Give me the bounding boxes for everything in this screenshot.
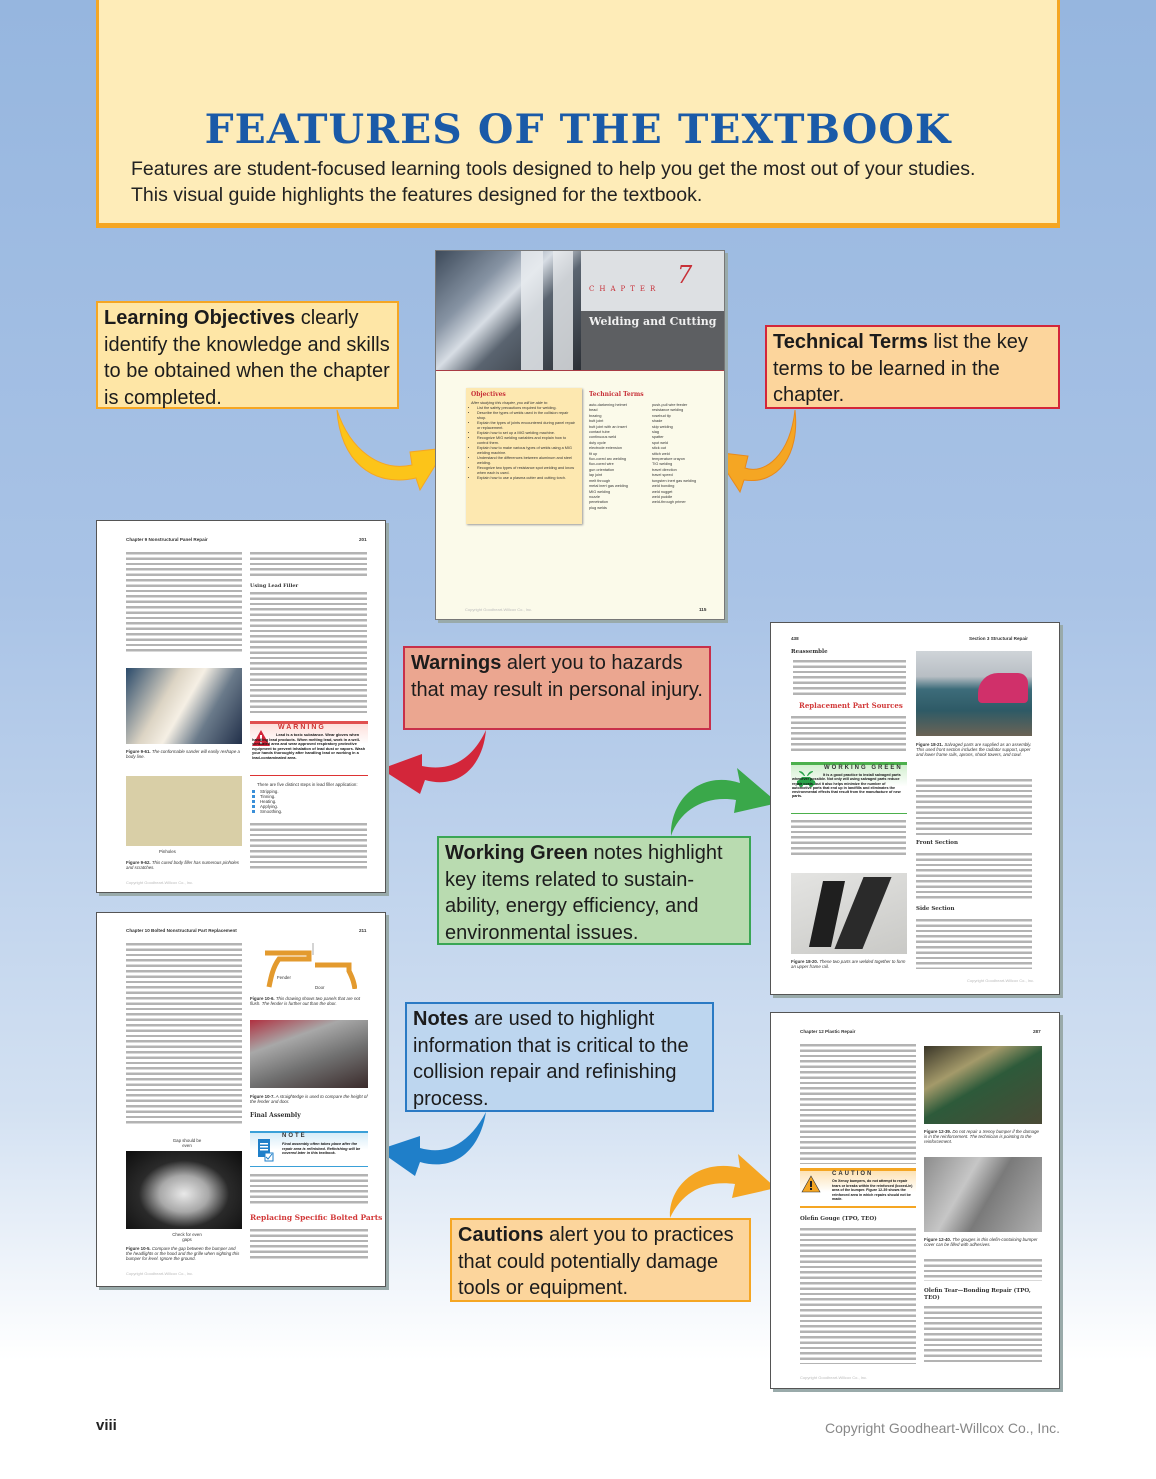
page-number: 287 [1033,1029,1041,1034]
technical-term: penetration [589,500,608,505]
technical-term: MIG welding [589,489,611,494]
figure-caption: Figure 10-5. Compare the gap between the bumper and the headlights or the hood and the grille when sighting this bumper for level. Ignore the ground. [126,1246,240,1261]
figure-label: Door [315,985,325,990]
figure-label: Check for even gaps [172,1232,202,1242]
section-heading: Olefin Tear—Bonding Repair (TPO, TEO) [924,1288,1031,1301]
callout-bold-term: Cautions [458,1224,544,1246]
page-copyright: Copyright Goodheart-Willcox Co., Inc. [126,1271,194,1276]
section-heading: Using Lead Filler [250,583,299,589]
intro-text-line-1: Features are student-focused learning tools designed to help you get the most out of your studies. [131,158,976,180]
callout-text: notes highlight key items related to sustain-ability, energy efficiency, and environmental issues. [445,842,723,944]
red-section-heading: Replacing Specific Bolted Parts [250,1213,383,1222]
technical-term: weld puddle [652,494,673,499]
technical-term: duty cycle [589,440,606,445]
technical-term: flux-cored arc welding [589,457,626,462]
technical-term: stitch weld [652,451,670,456]
technical-term: temperature crayon [652,457,685,462]
callout-working-green [437,836,751,945]
figure-photo [924,1157,1042,1232]
running-head: Section 3 Structural Repair [969,636,1028,641]
steps-intro: There are five distinct steps in lead filler application: [257,782,358,787]
figure-caption: Figure 10-7. A straightedge is used to compare the height of the fender and door. [250,1094,368,1104]
figure-caption: Figure 18-20. These two parts are welded together to form an upper frame rail. [791,959,906,969]
bullet-icon [252,810,255,813]
figure-photo [924,1046,1042,1124]
sample-page-warning [96,520,386,893]
technical-term: shade [652,419,663,424]
page-number: 438 [791,636,799,641]
page-number: 211 [359,928,367,933]
technical-term: resistance welding [652,408,684,413]
technical-term: melt through [589,478,611,483]
sample-page-note [96,912,386,1287]
technical-term: auto-darkening helmet [589,403,627,407]
clipboard-check-icon [252,1137,274,1163]
objectives-list [471,406,577,481]
page-copyright: Copyright Goodheart-Willcox Co., Inc. [126,880,194,885]
section-heading: Olefin Gouge (TPO, TEO) [800,1216,877,1222]
fender-door-diagram [257,943,357,989]
chapter-label-panel [581,251,725,311]
page-number-footer: viii [96,1417,117,1434]
step-item: Heating. [250,799,282,804]
callout-text: alert you to hazards that may result in personal injury. [411,652,703,701]
orange-caution-arrow-icon [670,1154,776,1218]
intro-text-line-2: This visual guide highlights the features designed for the textbook. [131,184,703,206]
figure-photo [250,1020,368,1088]
page-copyright: Copyright Goodheart-Willcox Co., Inc. [465,607,533,612]
technical-term: brazing [589,413,602,418]
footer-copyright: Copyright Goodheart-Willcox Co., Inc. [825,1420,1060,1436]
technical-term: metal inert gas welding [589,484,628,489]
objective-item: • Understand the differences between aluminum and steel welding. [477,456,577,466]
objective-item: • Describe the types of welds used in the collision repair shop. [477,411,577,421]
chapter-number: 7 [677,261,693,289]
figure-label: Pinholes [159,849,176,854]
caution-triangle-icon [801,1175,821,1193]
steps-list [250,789,282,814]
objectives-title: Objectives [471,391,506,398]
step-item: Applying. [250,804,282,809]
box-title: WARNING [278,724,326,731]
technical-term: slag [652,430,659,435]
technical-terms-title: Technical Terms [589,391,644,398]
figure-caption: Figure 10-6. This drawing shows two panels that are not flush. The fender is further out than the door. [250,996,361,1006]
callout-text: alert you to practices that could potentially damage tools or equipment. [458,1224,734,1299]
section-heading: Side Section [916,906,955,912]
yellow-arrow-icon [337,410,446,490]
callout-text: list the key terms to be learned in the chapter. [773,331,1028,406]
technical-term: fit up [589,451,598,456]
objectives-intro: After studying this chapter, you will be able to: [471,401,549,406]
chapter-label: CHAPTER [589,285,661,293]
note-box [250,1131,368,1167]
callout-bold-term: Technical Terms [773,331,928,353]
callout-bold-term: Working Green [445,842,588,864]
technical-term: spot weld [652,440,669,445]
callout-warnings [403,646,711,730]
technical-term: TIG welding [652,462,673,467]
technical-terms-column-2 [652,403,696,506]
objective-item: • List the safety precautions required for welding. [477,406,577,411]
figure-photo [791,873,907,954]
figure-label: Gap should be even [172,1138,202,1148]
running-head: Chapter 12 Plastic Repair [800,1029,856,1034]
working-green-box [791,762,907,814]
figure-caption: Figure 9-61. The conformable sander will easily reshape a body line. [126,749,240,759]
callout-technical-terms [765,325,1060,409]
box-text: Lead is a toxic substance. Wear gloves when handling lead products. When melting lead, work in a well-ventilated area and wear approved respiratory protective equipment to prevent inhalation of lead dust or vapors. Wash your hands thoroughly after handling lead or working in a lead-contaminated area. [252,732,366,760]
blue-arrow-icon [378,1112,486,1176]
running-head: Chapter 10 Bolted Nonstructural Part Replacement [126,928,237,933]
box-title: WORKING GREEN [824,765,903,771]
technical-terms-column-1 [589,403,628,511]
warning-box [250,721,368,776]
technical-term: nozzle [589,494,600,499]
figure-caption: Figure 9-62. This cured body filler has numerous pinholes and scratches. [126,860,240,870]
page-number: 201 [359,537,367,542]
figure-photo [126,1151,242,1229]
figure-caption: Figure 18-21. Salvaged parts are supplied as an assembly. This used front section includes the radiator support, upper and lower frame rails, aprons, shock towers, and cowl. [916,742,1032,757]
technical-term: travel speed [652,473,673,478]
chapter-title-band [581,311,725,370]
objective-item: • Explain the types of joints encountered during panel repair or replacement. [477,421,577,431]
objectives-box [466,388,582,524]
callout-bold-term: Learning Objectives [104,307,296,329]
technical-term: flux-cored wire [589,462,614,467]
callout-cautions [450,1218,751,1302]
callout-bold-term: Notes [413,1008,469,1030]
chapter-opener-page [435,250,725,620]
box-text: It is a good practice to install salvaged parts whenever possible. Not only will using salvaged parts reduce repair costs, but it also helps minimize the number of automotive parts that end up in landfills and eliminates the environmental effects that result from the manufacture of new parts. [792,773,901,799]
box-text: Final assembly often takes place after the repair area is refinished. Refinishing will be covered later in this textbook. [282,1142,361,1156]
orange-arrow-icon [714,410,796,492]
figure-caption: Figure 12-40. The gouges in this olefin-containing bumper cover can be filled with adhesives. [924,1237,1038,1247]
figure-label: Fender [277,975,291,980]
bullet-icon [252,795,255,798]
green-arrow-icon [671,768,778,836]
technical-term: weld bonding [652,484,675,489]
bullet-icon [252,805,255,808]
callout-notes [405,1002,714,1112]
step-item: Smoothing. [250,809,282,814]
red-arrow-icon [381,730,486,794]
technical-term: rosebud tip [652,413,671,418]
figure-photo [916,651,1032,736]
red-section-heading: Replacement Part Sources [799,701,903,710]
technical-term: gun orientation [589,467,615,472]
bullet-icon [252,800,255,803]
step-item: Tinning. [250,794,282,799]
bullet-icon [252,790,255,793]
technical-term: butt joint with an insert [589,424,627,429]
page-number: 115 [699,607,707,612]
step-item: Stripping. [250,789,282,794]
sample-page-caution [770,1012,1060,1389]
technical-term: travel direction [652,467,677,472]
technical-term: butt joint [589,419,604,424]
technical-term: weld-through primer [652,500,686,505]
callout-text: clearly identify the knowledge and skills to be obtained when the chapter is completed. [104,307,390,409]
running-head: Chapter 9 Nonstructural Panel Repair [126,537,208,542]
technical-term: push-pull wire feeder [652,403,688,407]
technical-term: electrode extension [589,446,622,451]
technical-term: stick out [652,446,666,451]
technical-term: bead [589,408,598,413]
technical-term: tungsten inert gas welding [652,478,697,483]
sample-page-working-green [770,622,1060,995]
objective-item: • Explain how to make various types of welds using a MIG welding machine. [477,446,577,456]
figure-caption: Figure 12-39. Do not repair a Xenoy bumper if the damage is in the reinforcement. The technician is pointing to the reinforcement. [924,1129,1039,1144]
section-heading: Front Section [916,840,958,846]
callout-learning-objectives [96,301,399,409]
technical-term: contact tube [589,430,610,435]
page-copyright: Copyright Goodheart-Willcox Co., Inc. [800,1375,868,1380]
section-heading: Final Assembly [250,1112,301,1119]
callout-bold-term: Warnings [411,652,502,674]
car-photo [436,251,581,370]
technical-term: weld nugget [652,489,673,494]
section-heading: Reassemble [791,649,828,655]
objective-item: • Explain how to set up a MIG welding machine. [477,431,577,436]
technical-term: continuous weld [589,435,617,440]
technical-term: plug welds [589,505,607,510]
box-title: CAUTION [832,1171,874,1177]
technical-term: spatter [652,435,664,440]
box-title: NOTE [282,1133,307,1139]
objective-item: • Recognize two types of resistance spot welding and know when each is used. [477,466,577,476]
figure-photo [126,668,242,744]
objective-item: • Recognize MIG welding variables and explain how to control them. [477,436,577,446]
box-text: On Xenoy bumpers, do not attempt to repair tears or breaks within the reinforced (boxed-in) area of the bumper. Figure 12-39 shows the reinforced area in which repairs should not be made. [832,1179,913,1202]
technical-term: skip welding [652,424,673,429]
chapter-title: Welding and Cutting [589,315,717,328]
figure-photo [126,776,242,846]
page-title: FEATURES OF THE TEXTBOOK [204,106,952,153]
caution-box [800,1168,916,1208]
technical-term: lap joint [589,473,603,478]
page-copyright: Copyright Goodheart-Willcox Co., Inc. [967,978,1035,983]
objective-item: • Explain how to use a plasma cutter and cutting torch. [477,476,577,481]
callout-text: are used to highlight information that is critical to the collision repair and refinishing process. [413,1008,689,1110]
